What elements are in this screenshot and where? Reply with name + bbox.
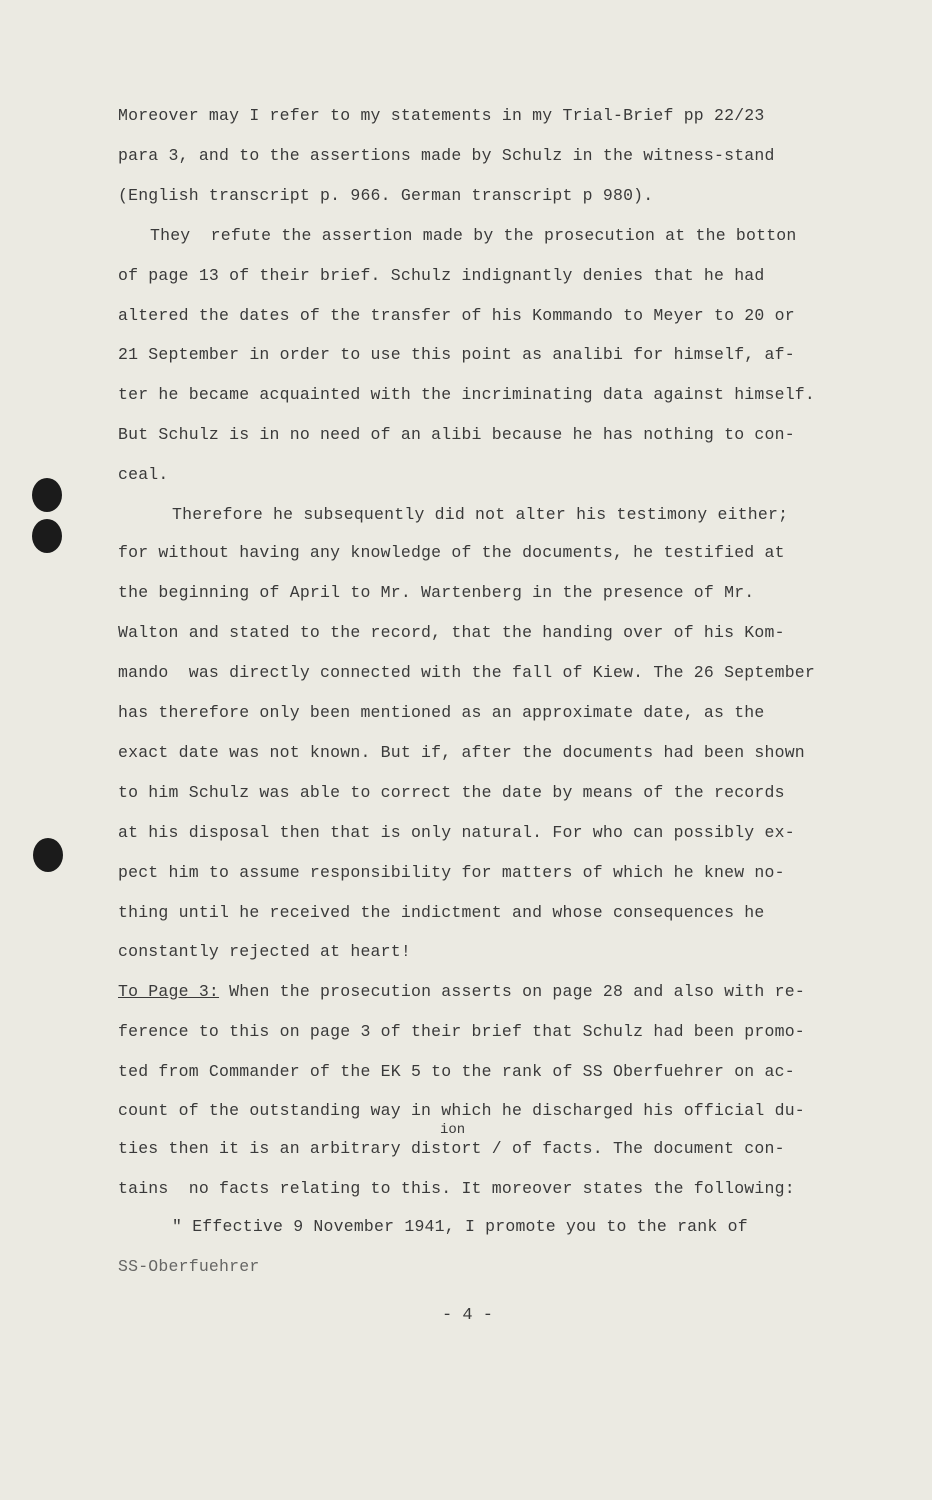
text-line: SS-Oberfuehrer <box>118 1257 260 1276</box>
punch-hole-2 <box>32 519 62 553</box>
text-line: tains no facts relating to this. It moreover states the following: <box>118 1179 795 1198</box>
section-heading-line <box>118 982 805 1002</box>
text-line: altered the dates of the transfer of his Kommando to Meyer to 20 or <box>118 306 795 325</box>
text-line: ties then it is an arbitrary distort / of facts. The document con- <box>118 1139 785 1158</box>
text-line: for without having any knowledge of the documents, he testified at <box>118 543 785 562</box>
section-heading: To Page 3: <box>118 982 220 1001</box>
text-line: ference to this on page 3 of their brief that Schulz had been promo- <box>118 1022 805 1041</box>
text-line: para 3, and to the assertions made by Schulz in the witness-stand <box>118 146 775 165</box>
interlinear-insert: ion <box>440 1122 466 1138</box>
text-line: ter he became acquainted with the incriminating data against himself. <box>118 385 816 404</box>
text-line: ted from Commander of the EK 5 to the rank of SS Oberfuehrer on ac- <box>118 1062 795 1081</box>
text-line: has therefore only been mentioned as an approximate date, as the <box>118 703 765 722</box>
punch-hole-1 <box>32 478 62 512</box>
text-line: Therefore he subsequently did not alter his testimony either; <box>172 505 789 524</box>
text-line: (English transcript p. 966. German transcript p 980). <box>118 186 654 205</box>
text-line: But Schulz is in no need of an alibi because he has nothing to con- <box>118 425 795 444</box>
text-line: thing until he received the indictment and whose consequences he <box>118 903 765 922</box>
text-line: constantly rejected at heart! <box>118 942 411 961</box>
text-line: " Effective 9 November 1941, I promote you to the rank of <box>172 1217 748 1236</box>
page-number: - 4 - <box>442 1306 494 1325</box>
text-line: the beginning of April to Mr. Wartenberg in the presence of Mr. <box>118 583 755 602</box>
text-line: at his disposal then that is only natural. For who can possibly ex- <box>118 823 795 842</box>
text-line: Moreover may I refer to my statements in my Trial-Brief pp 22/23 <box>118 106 765 125</box>
text-line: Walton and stated to the record, that the handing over of his Kom- <box>118 623 785 642</box>
text-line: to him Schulz was able to correct the date by means of the records <box>118 783 785 802</box>
text-line: exact date was not known. But if, after the documents had been shown <box>118 743 805 762</box>
text-line: count of the outstanding way in which he discharged his official du- <box>118 1101 805 1120</box>
text-line: of page 13 of their brief. Schulz indignantly denies that he had <box>118 266 765 285</box>
text-line: They refute the assertion made by the prosecution at the botton <box>150 226 797 245</box>
text-line: When the prosecution asserts on page 28 and also with re- <box>229 982 805 1001</box>
text-line: pect him to assume responsibility for matters of which he knew no- <box>118 863 785 882</box>
text-line: ceal. <box>118 465 169 484</box>
text-line: 21 September in order to use this point as analibi for himself, af- <box>118 345 795 364</box>
text-line: mando was directly connected with the fall of Kiew. The 26 September <box>118 663 816 682</box>
punch-hole-3 <box>33 838 63 872</box>
